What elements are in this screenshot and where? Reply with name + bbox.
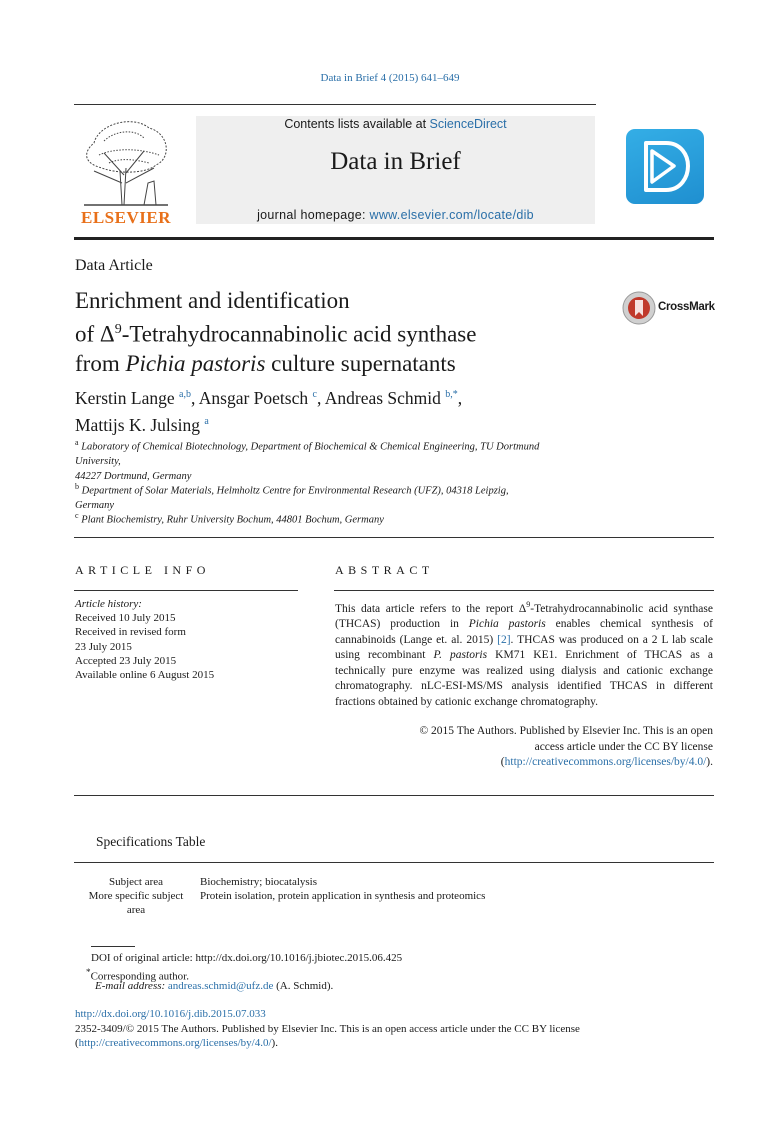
table-row <box>74 875 714 889</box>
affiliation-a: $^a$ Laboratory of Chemical Biotechnology, Department of Biochemical & Chemical Engineering, TU Dortmund University, 44227 Dortmund, Germany <box>75 438 540 482</box>
issn-license-line: 2352-3409/© 2015 The Authors. Published by Elsevier Inc. This is an open access article under the CC BY license (http://creativecommons.org/licenses/by/4.0/). <box>75 1023 580 1049</box>
article-title: Enrichment and identification of $\Delta^9$-Tetrahydrocannabinolic acid synthase from Pichia pastoris culture supernatants <box>75 288 477 376</box>
homepage-link[interactable]: www.elsevier.com/locate/dib <box>369 208 534 222</box>
abstract-copyright: © 2015 The Authors. Published by Elsevier Inc. This is an open access article under the CC BY license (http://creativecommons.org/licenses/by/4.0/). <box>419 725 713 768</box>
specifications-rule <box>74 862 714 863</box>
email-link[interactable]: andreas.schmid@ufz.de <box>167 980 274 992</box>
crossmark-icon <box>621 290 657 326</box>
journal-reference[interactable]: Data in Brief 4 (2015) 641–649 <box>320 72 460 84</box>
abstract-rule <box>334 590 714 591</box>
sciencedirect-link[interactable]: ScienceDirect <box>429 117 507 131</box>
spec-key: Subject area <box>108 876 164 888</box>
table-row <box>74 889 714 917</box>
spec-value: Biochemistry; biocatalysis <box>200 876 318 888</box>
section-rule <box>74 537 714 538</box>
homepage-line: journal homepage: www.elsevier.com/locate/dib <box>257 208 534 222</box>
affiliation-b: $^b$ Department of Solar Materials, Helmholtz Centre for Environmental Research (UFZ), 04318 Leipzig, Germany <box>75 482 509 511</box>
reference-link[interactable]: [2] <box>497 633 511 646</box>
elsevier-wordmark: ELSEVIER <box>81 208 171 227</box>
article-info-heading: ARTICLE INFO <box>75 563 210 577</box>
author: Kerstin Lange $^{a,b}$, <box>75 387 199 408</box>
journal-name: Data in Brief <box>330 148 461 175</box>
article-history: Article history: Received 10 July 2015 Received in revised form 23 July 2015 Accepted 23 July 2015 Available online 6 August 2015 <box>75 598 215 682</box>
affiliation-c: $^c$ Plant Biochemistry, Ruhr University Bochum, 44801 Bochum, Germany <box>75 511 384 526</box>
contents-line: Contents lists available at ScienceDirect <box>284 117 507 131</box>
crossmark-label: CrossMark <box>658 301 715 313</box>
doi-original-footnote: DOI of original article: http://dx.doi.org/10.1016/j.jbiotec.2015.06.425 <box>91 952 403 964</box>
article-doi-link[interactable]: http://dx.doi.org/10.1016/j.dib.2015.07.033 <box>75 1008 266 1020</box>
section-rule <box>74 795 714 796</box>
abstract-text: This data article refers to the report $\Delta^9$-Tetrahydrocannabinolic acid synthase (THCAS) production in Pichia pastoris enables chemical synthesis of cannabinoids (Lange et. al. 2015) [2]. THCAS was produced on a 2 L lab scale using recombinant P. pastoris KM71 KE1. Enrichment of THCAS as a technically pure enzyme was realized using dialysis and cationic exchange chromatography. nLC-ESI-MS/MS analysis identified THCAS in different fractions obtained by cationic exchange chromatography. <box>335 600 714 708</box>
author: Ansgar Poetsch $^c$, <box>198 387 325 408</box>
author-list <box>75 383 635 437</box>
spec-key: More specific subject area <box>88 890 184 916</box>
article-info-rule <box>74 590 298 591</box>
license-link[interactable]: http://creativecommons.org/licenses/by/4.0/ <box>504 756 707 768</box>
corresponding-footnote: *Corresponding author. <box>86 967 189 983</box>
abstract-heading: ABSTRACT <box>335 563 434 577</box>
spec-value: Protein isolation, protein application in synthesis and proteomics <box>200 890 486 902</box>
author: Mattijs K. Julsing $^a$ <box>75 414 209 435</box>
specifications-title: Specifications Table <box>96 834 206 849</box>
footer-license-link[interactable]: http://creativecommons.org/licenses/by/4.0/ <box>78 1037 272 1049</box>
footnote-rule <box>91 946 135 947</box>
data-in-brief-logo-icon <box>626 129 704 204</box>
article-type: Data Article <box>75 257 153 274</box>
top-rule <box>74 104 596 105</box>
header-thick-rule <box>74 237 714 240</box>
author: Andreas Schmid $^{b,*}$, <box>324 387 463 408</box>
email-footnote: E-mail address: andreas.schmid@ufz.de (A. Schmid). <box>95 980 334 992</box>
